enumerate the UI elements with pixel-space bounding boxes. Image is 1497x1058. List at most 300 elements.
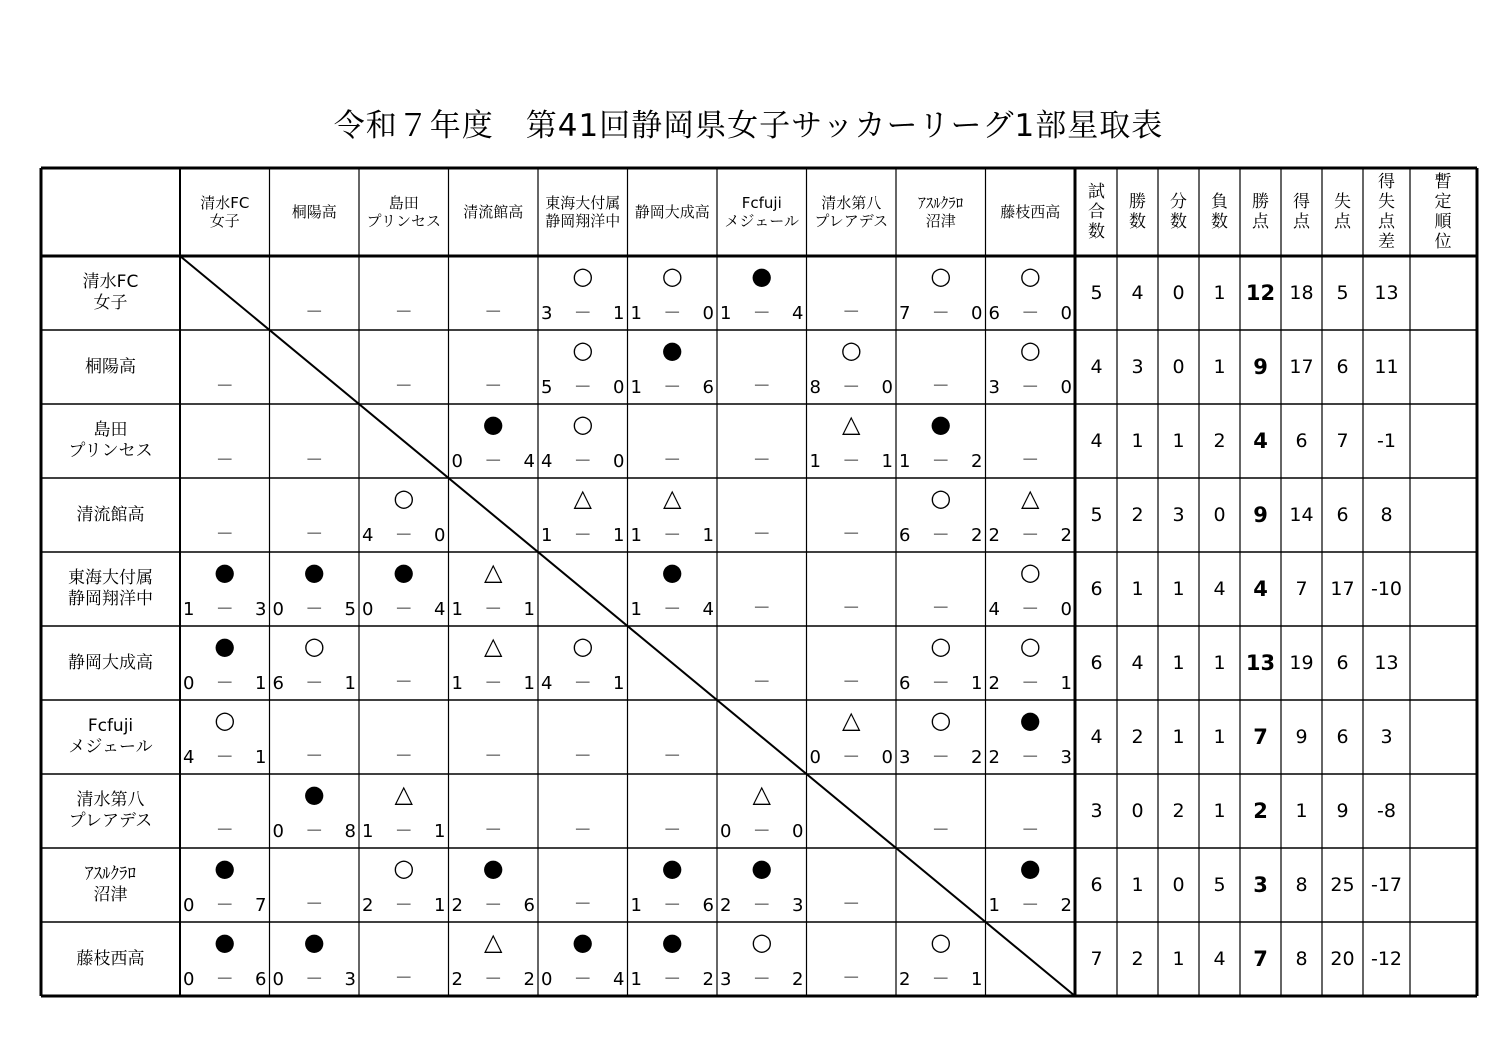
stat-value (1240, 404, 1281, 478)
no-match-dash: － (215, 524, 234, 545)
stat-value (1240, 700, 1281, 774)
match-score (362, 526, 446, 546)
header-stat-char: 差 (1378, 232, 1395, 252)
stat-number: 1 (1213, 282, 1226, 304)
header-stat-char: 数 (1211, 212, 1228, 232)
row-team-name (41, 552, 180, 626)
no-match-dash: － (842, 302, 861, 323)
score-for: 2 (362, 895, 374, 916)
stat-number: 1 (1213, 726, 1226, 748)
score-against: 0 (1060, 599, 1072, 620)
no-match-dash: － (1021, 450, 1040, 471)
stat-value (1158, 404, 1199, 478)
stat-value (1076, 330, 1117, 404)
score-against: 1 (344, 673, 356, 694)
stat-number: 7 (1090, 948, 1103, 970)
stat-value (1158, 478, 1199, 552)
stat-number: 2 (1131, 948, 1144, 970)
row-team-label: プリンセス (68, 441, 153, 461)
win-mark-icon: ○ (840, 336, 862, 364)
stat-number: 2 (1131, 504, 1144, 526)
stat-value (1158, 774, 1199, 848)
stat-value (1363, 404, 1410, 478)
row-team-name (41, 256, 180, 330)
score-separator: － (931, 525, 950, 546)
stat-value (1158, 256, 1199, 330)
score-for: 2 (899, 969, 911, 990)
score-separator: － (1021, 303, 1040, 324)
loss-mark-icon: ● (214, 854, 236, 882)
match-score (720, 822, 804, 842)
match-result-cell (986, 330, 1076, 404)
stat-number: -12 (1370, 948, 1403, 970)
score-separator: － (663, 303, 682, 324)
stat-number: 20 (1330, 948, 1355, 970)
match-result-cell (270, 922, 360, 996)
match-score (631, 970, 715, 990)
loss-mark-icon: ● (1019, 854, 1041, 882)
header-stat-char: 数 (1170, 212, 1187, 232)
score-against: 1 (971, 673, 983, 694)
score-against: 0 (613, 377, 625, 398)
no-match-dash: － (663, 450, 682, 471)
no-match-dash: － (842, 894, 861, 915)
score-against: 3 (792, 895, 804, 916)
points-value: 2 (1253, 799, 1268, 823)
score-against: 1 (434, 895, 446, 916)
match-result-cell (359, 552, 449, 626)
score-against: 1 (434, 821, 446, 842)
match-result-cell (270, 404, 360, 478)
score-separator: － (215, 969, 234, 990)
win-mark-icon: ○ (930, 632, 952, 660)
match-result-cell (180, 478, 270, 552)
stat-value (1322, 330, 1363, 404)
no-match-dash: － (215, 820, 234, 841)
header-team-label: 藤枝西高 (1000, 203, 1061, 221)
stat-number: 13 (1374, 282, 1399, 304)
score-for: 0 (272, 821, 284, 842)
header-team-label: 静岡翔洋中 (545, 212, 621, 230)
stat-value (1199, 848, 1240, 922)
stat-number: 1 (1172, 726, 1185, 748)
score-for: 6 (988, 303, 1000, 324)
score-against: 1 (613, 673, 625, 694)
row-team-name (41, 330, 180, 404)
loss-mark-icon: ● (661, 928, 683, 956)
stat-number: 8 (1295, 874, 1308, 896)
match-result-cell (807, 848, 897, 922)
stat-number: 3 (1172, 504, 1185, 526)
points-value: 7 (1253, 725, 1268, 749)
score-against: 0 (702, 303, 714, 324)
no-match-dash: － (931, 820, 950, 841)
stat-value (1281, 404, 1322, 478)
no-match-dash: － (305, 524, 324, 545)
stat-value (1158, 626, 1199, 700)
header-team-3 (449, 168, 539, 256)
win-mark-icon: ○ (930, 484, 952, 512)
score-separator: － (573, 303, 592, 324)
match-result-cell (180, 330, 270, 404)
match-result-cell (807, 478, 897, 552)
win-mark-icon: ○ (930, 262, 952, 290)
no-match-dash: － (752, 376, 771, 397)
stat-value (1240, 626, 1281, 700)
stat-value (1363, 478, 1410, 552)
score-for: 4 (183, 747, 195, 768)
row-team-label: プレアデス (68, 811, 153, 831)
score-separator: － (663, 969, 682, 990)
header-stat-char: 合 (1088, 202, 1105, 222)
stat-value (1322, 626, 1363, 700)
header-stat-char: 順 (1434, 212, 1452, 232)
stat-value (1240, 922, 1281, 996)
stat-number: 2 (1213, 430, 1226, 452)
draw-mark-icon: △ (842, 410, 861, 438)
match-result-cell (986, 256, 1076, 330)
loss-mark-icon: ● (214, 928, 236, 956)
match-result-cell (538, 404, 628, 478)
match-score (810, 378, 894, 398)
stat-value (1199, 330, 1240, 404)
no-match-dash: － (394, 672, 413, 693)
header-stat-char: 試 (1088, 182, 1105, 202)
match-score (541, 970, 625, 990)
score-separator: － (215, 747, 234, 768)
match-result-cell (538, 256, 628, 330)
score-against: 2 (971, 525, 983, 546)
score-separator: － (573, 451, 592, 472)
stat-number: 6 (1336, 504, 1349, 526)
row-team-label: 島田 (93, 420, 128, 440)
loss-mark-icon: ● (661, 854, 683, 882)
row-team-label: 東海大付属 (68, 568, 153, 588)
score-against: 1 (255, 747, 267, 768)
score-separator: － (663, 895, 682, 916)
score-against: 3 (255, 599, 267, 620)
match-result-cell (538, 330, 628, 404)
match-result-cell (896, 700, 986, 774)
score-separator: － (305, 969, 324, 990)
win-mark-icon: ○ (572, 410, 594, 438)
score-separator: － (752, 821, 771, 842)
match-score (899, 970, 983, 990)
score-for: 3 (541, 303, 553, 324)
score-for: 1 (630, 303, 642, 324)
win-mark-icon: ○ (1019, 336, 1041, 364)
score-for: 0 (451, 451, 463, 472)
score-separator: － (305, 673, 324, 694)
loss-mark-icon: ● (482, 410, 504, 438)
match-score (989, 304, 1073, 324)
score-for: 0 (541, 969, 553, 990)
header-team-1 (270, 168, 360, 256)
win-mark-icon: ○ (214, 706, 236, 734)
loss-mark-icon: ● (303, 780, 325, 808)
score-separator: － (215, 895, 234, 916)
stat-number: 6 (1336, 652, 1349, 674)
score-for: 1 (541, 525, 553, 546)
header-team-0 (180, 168, 270, 256)
header-team-label: 清流館高 (463, 203, 524, 221)
score-against: 0 (792, 821, 804, 842)
score-separator: － (394, 599, 413, 620)
win-mark-icon: ○ (1019, 558, 1041, 586)
stat-value (1363, 848, 1410, 922)
score-against: 2 (1060, 895, 1072, 916)
stat-value (1076, 552, 1117, 626)
match-score (541, 674, 625, 694)
stat-value (1158, 848, 1199, 922)
stat-value (1410, 552, 1476, 626)
header-team-label: Fcfuji (741, 194, 782, 212)
score-separator: － (484, 673, 503, 694)
match-result-cell (896, 922, 986, 996)
match-result-cell (538, 478, 628, 552)
header-stat-4 (1240, 168, 1281, 256)
stat-number: 14 (1289, 504, 1314, 526)
stat-number: 3 (1131, 356, 1144, 378)
stat-value (1117, 700, 1158, 774)
stat-value (1158, 700, 1199, 774)
header-stat-6 (1322, 168, 1363, 256)
loss-mark-icon: ● (572, 928, 594, 956)
score-for: 1 (630, 377, 642, 398)
stat-number: 17 (1289, 356, 1314, 378)
stat-value (1363, 922, 1410, 996)
stat-number: 6 (1336, 356, 1349, 378)
match-result-cell (538, 774, 628, 848)
points-value: 12 (1245, 281, 1276, 305)
stat-value (1410, 404, 1476, 478)
header-stat-char: 点 (1378, 212, 1395, 232)
match-result-cell (896, 404, 986, 478)
stat-number: 5 (1090, 282, 1103, 304)
stat-value (1117, 256, 1158, 330)
loss-mark-icon: ● (751, 262, 773, 290)
header-stat-7 (1363, 168, 1410, 256)
score-against: 0 (881, 377, 893, 398)
match-score (631, 378, 715, 398)
match-result-cell (270, 478, 360, 552)
header-stat-char: 負 (1211, 192, 1228, 212)
score-for: 0 (720, 821, 732, 842)
stat-number: 4 (1131, 652, 1144, 674)
row-team-label: メジェール (68, 737, 153, 757)
header-stat-char: 得 (1293, 192, 1310, 212)
loss-mark-icon: ● (214, 632, 236, 660)
row-team-label: 清流館高 (76, 504, 145, 525)
header-team-8 (896, 168, 986, 256)
match-result-cell (538, 922, 628, 996)
score-against: 0 (434, 525, 446, 546)
match-result-cell (449, 700, 539, 774)
no-match-dash: － (1021, 820, 1040, 841)
stat-value (1117, 922, 1158, 996)
match-score (273, 674, 357, 694)
stat-number: 5 (1090, 504, 1103, 526)
match-result-cell (986, 478, 1076, 552)
match-result-cell (449, 848, 539, 922)
stat-number: 1 (1172, 948, 1185, 970)
stat-value (1281, 700, 1322, 774)
stat-value (1076, 404, 1117, 478)
score-against: 2 (971, 747, 983, 768)
match-score (183, 896, 267, 916)
header-team-label: 女子 (209, 212, 240, 230)
match-result-cell (270, 626, 360, 700)
score-against: 5 (344, 599, 356, 620)
match-result-cell (986, 774, 1076, 848)
match-result-cell (717, 256, 807, 330)
match-result-cell (717, 848, 807, 922)
match-result-cell (628, 922, 718, 996)
stat-number: 4 (1131, 282, 1144, 304)
stat-number: -8 (1377, 800, 1396, 822)
stat-number: 25 (1330, 874, 1355, 896)
match-result-cell (180, 700, 270, 774)
match-result-cell (717, 330, 807, 404)
score-separator: － (573, 377, 592, 398)
match-result-cell (449, 404, 539, 478)
score-separator: － (484, 895, 503, 916)
win-mark-icon: ○ (303, 632, 325, 660)
win-mark-icon: ○ (930, 928, 952, 956)
stat-value (1363, 700, 1410, 774)
match-result-cell (270, 774, 360, 848)
loss-mark-icon: ● (303, 928, 325, 956)
stat-number: 1 (1213, 652, 1226, 674)
match-result-cell (717, 922, 807, 996)
stat-value (1117, 626, 1158, 700)
draw-mark-icon: △ (1021, 484, 1040, 512)
stat-number: 1 (1213, 800, 1226, 822)
stat-value (1158, 922, 1199, 996)
row-team-name (41, 478, 180, 552)
stat-value (1240, 848, 1281, 922)
score-separator: － (215, 673, 234, 694)
match-result-cell (449, 552, 539, 626)
score-for: 1 (630, 969, 642, 990)
stat-number: 6 (1336, 726, 1349, 748)
score-against: 0 (1060, 377, 1072, 398)
score-for: 2 (988, 673, 1000, 694)
match-result-cell (359, 774, 449, 848)
match-result-cell (449, 922, 539, 996)
draw-mark-icon: △ (663, 484, 682, 512)
header-team-label: ｱｽﾙｸﾗﾛ (918, 194, 964, 212)
draw-mark-icon: △ (394, 780, 413, 808)
header-stat-8 (1410, 168, 1476, 256)
stat-value (1281, 330, 1322, 404)
match-score (541, 378, 625, 398)
match-result-cell (628, 330, 718, 404)
stat-value (1076, 922, 1117, 996)
stat-number: 4 (1090, 726, 1103, 748)
stat-number: 1 (1131, 874, 1144, 896)
score-against: 2 (792, 969, 804, 990)
stat-number: 4 (1213, 948, 1226, 970)
stat-number: 2 (1172, 800, 1185, 822)
score-separator: － (573, 969, 592, 990)
no-match-dash: － (842, 968, 861, 989)
match-result-cell (628, 774, 718, 848)
stat-value (1117, 330, 1158, 404)
score-against: 0 (613, 451, 625, 472)
row-team-name (41, 774, 180, 848)
stat-value (1363, 330, 1410, 404)
score-for: 0 (183, 969, 195, 990)
no-match-dash: － (842, 598, 861, 619)
score-separator: － (1021, 673, 1040, 694)
match-result-cell (986, 848, 1076, 922)
match-score (989, 600, 1073, 620)
header-team-5 (628, 168, 718, 256)
no-match-dash: － (842, 524, 861, 545)
match-result-cell (270, 552, 360, 626)
match-result-cell (717, 774, 807, 848)
score-separator: － (842, 451, 861, 472)
score-for: 1 (899, 451, 911, 472)
score-for: 3 (988, 377, 1000, 398)
no-match-dash: － (394, 302, 413, 323)
stat-number: 17 (1330, 578, 1355, 600)
win-mark-icon: ○ (572, 336, 594, 364)
stat-value (1281, 478, 1322, 552)
points-value: 9 (1253, 355, 1268, 379)
stat-number: 1 (1295, 800, 1308, 822)
row-team-name (41, 404, 180, 478)
stat-value (1281, 626, 1322, 700)
stat-value (1322, 552, 1363, 626)
stat-value (1322, 404, 1363, 478)
score-against: 4 (613, 969, 625, 990)
no-match-dash: － (305, 746, 324, 767)
stat-value (1199, 774, 1240, 848)
score-for: 5 (541, 377, 553, 398)
header-stat-char: 数 (1129, 212, 1146, 232)
match-score (899, 452, 983, 472)
stat-number: 9 (1336, 800, 1349, 822)
score-for: 6 (272, 673, 284, 694)
score-against: 3 (1060, 747, 1072, 768)
stat-value (1199, 552, 1240, 626)
row-team-label: 静岡翔洋中 (68, 589, 153, 609)
match-result-cell (628, 404, 718, 478)
page-title: 令和７年度 第41回静岡県女子サッカーリーグ1部星取表 (333, 108, 1164, 144)
stat-value (1199, 404, 1240, 478)
score-against: 2 (1060, 525, 1072, 546)
match-score (183, 748, 267, 768)
no-match-dash: － (484, 746, 503, 767)
stat-number: 1 (1172, 430, 1185, 452)
no-match-dash: － (394, 968, 413, 989)
score-for: 3 (899, 747, 911, 768)
draw-mark-icon: △ (484, 632, 503, 660)
score-separator: － (931, 969, 950, 990)
header-team-9 (986, 168, 1076, 256)
header-stat-char: 勝 (1252, 192, 1269, 212)
stat-value (1410, 626, 1476, 700)
row-team-name (41, 922, 180, 996)
points-value: 3 (1253, 873, 1268, 897)
match-score (989, 748, 1073, 768)
no-match-dash: － (752, 450, 771, 471)
header-team-label: プリンセス (366, 212, 441, 230)
stat-number: 0 (1172, 356, 1185, 378)
win-mark-icon: ○ (751, 928, 773, 956)
